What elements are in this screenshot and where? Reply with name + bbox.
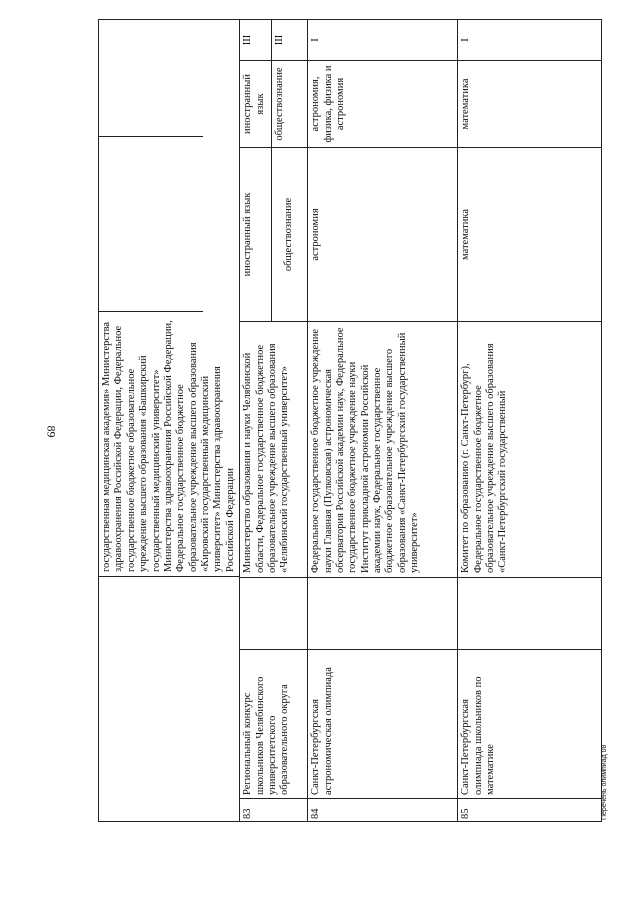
profile-level-cell <box>240 20 272 148</box>
table-row <box>240 20 272 822</box>
olympiad-level: III <box>240 20 271 61</box>
organizer-text: Федеральное государственное бюджетное учреждение науки Главная (Пулковская) астрономическая обсерватория Российской академии наук, Федеральное государственное бюджетное учреждение науки Институт прикладной астрономии Российской академии наук, Федеральное государственное бюджетное образовательное учреждение высшего образования «Санкт-Петербургский государственный университет» <box>308 322 458 578</box>
subject-cell: астрономия <box>308 148 458 322</box>
profile-subject: математика <box>460 78 472 130</box>
olympiad-table <box>98 19 602 822</box>
row-number-cell <box>308 650 458 822</box>
profile-level-cell <box>272 20 308 148</box>
table-row <box>99 20 240 822</box>
subject-cell: математика <box>458 148 602 322</box>
profile-subject: обществознание <box>274 67 286 141</box>
footer-note: Перечень олимпиад 08 <box>601 744 608 820</box>
organizer-text: Комитет по образованию (г. Санкт-Петербург), Федеральное государственное бюджетное образовательное учреждение высшего образования «Санкт-Петербургский государственный <box>458 322 602 578</box>
row-number: 85 <box>458 798 601 821</box>
profile-level-cell <box>458 20 602 148</box>
olympiad-level: I <box>308 20 457 61</box>
spacer-cell <box>240 578 308 650</box>
table-row <box>308 20 458 822</box>
table-row <box>458 20 602 822</box>
page-number: 89 <box>44 425 59 438</box>
row-number: 83 <box>240 798 307 821</box>
subject-cell: иностранный язык <box>240 148 272 322</box>
profile-subject: иностранный язык <box>242 74 266 134</box>
olympiad-level: I <box>458 20 601 61</box>
profile-level-cell <box>308 20 458 148</box>
olympiad-level: III <box>272 20 307 61</box>
row-number-cell <box>240 650 308 822</box>
olympiad-name: Региональный конкурс школьников Челябинского университетского образовательного округа <box>242 676 291 795</box>
spacer-cell <box>308 578 458 650</box>
olympiad-name: Санкт-Петербургская астрономическая олимпиада <box>310 667 334 795</box>
organizer-text: государственная медицинская академия» Министерства здравоохранения Российской Федерации, Федеральное государственное бюджетное образовательное учреждение высшего образования «Башкирский государственный медицинский университет» Министерства здравоохранения Российской Федерации, Федеральное государственное бюджетное образовательное учреждение высшего образования «Кировский государственный медицинский университет» Министерства здравоохранения Российской Федерации <box>101 320 236 572</box>
row-number: 84 <box>308 798 457 821</box>
profile-subject: астрономия, физика, физика и астрономия <box>310 65 346 143</box>
olympiad-name: Санкт-Петербургская олимпиада школьников по математике <box>460 676 496 795</box>
subject-cell: обществознание <box>272 148 308 322</box>
olympiad-table-rotated <box>98 20 564 822</box>
row-number-cell <box>458 650 602 822</box>
org-cell <box>99 20 240 822</box>
organizer-text: Министерство образования и науки Челябинской области, Федеральное государственное бюджетное образовательное учреждение высшего образования «Челябинский государственный университет» <box>240 322 308 578</box>
spacer-cell <box>458 578 602 650</box>
